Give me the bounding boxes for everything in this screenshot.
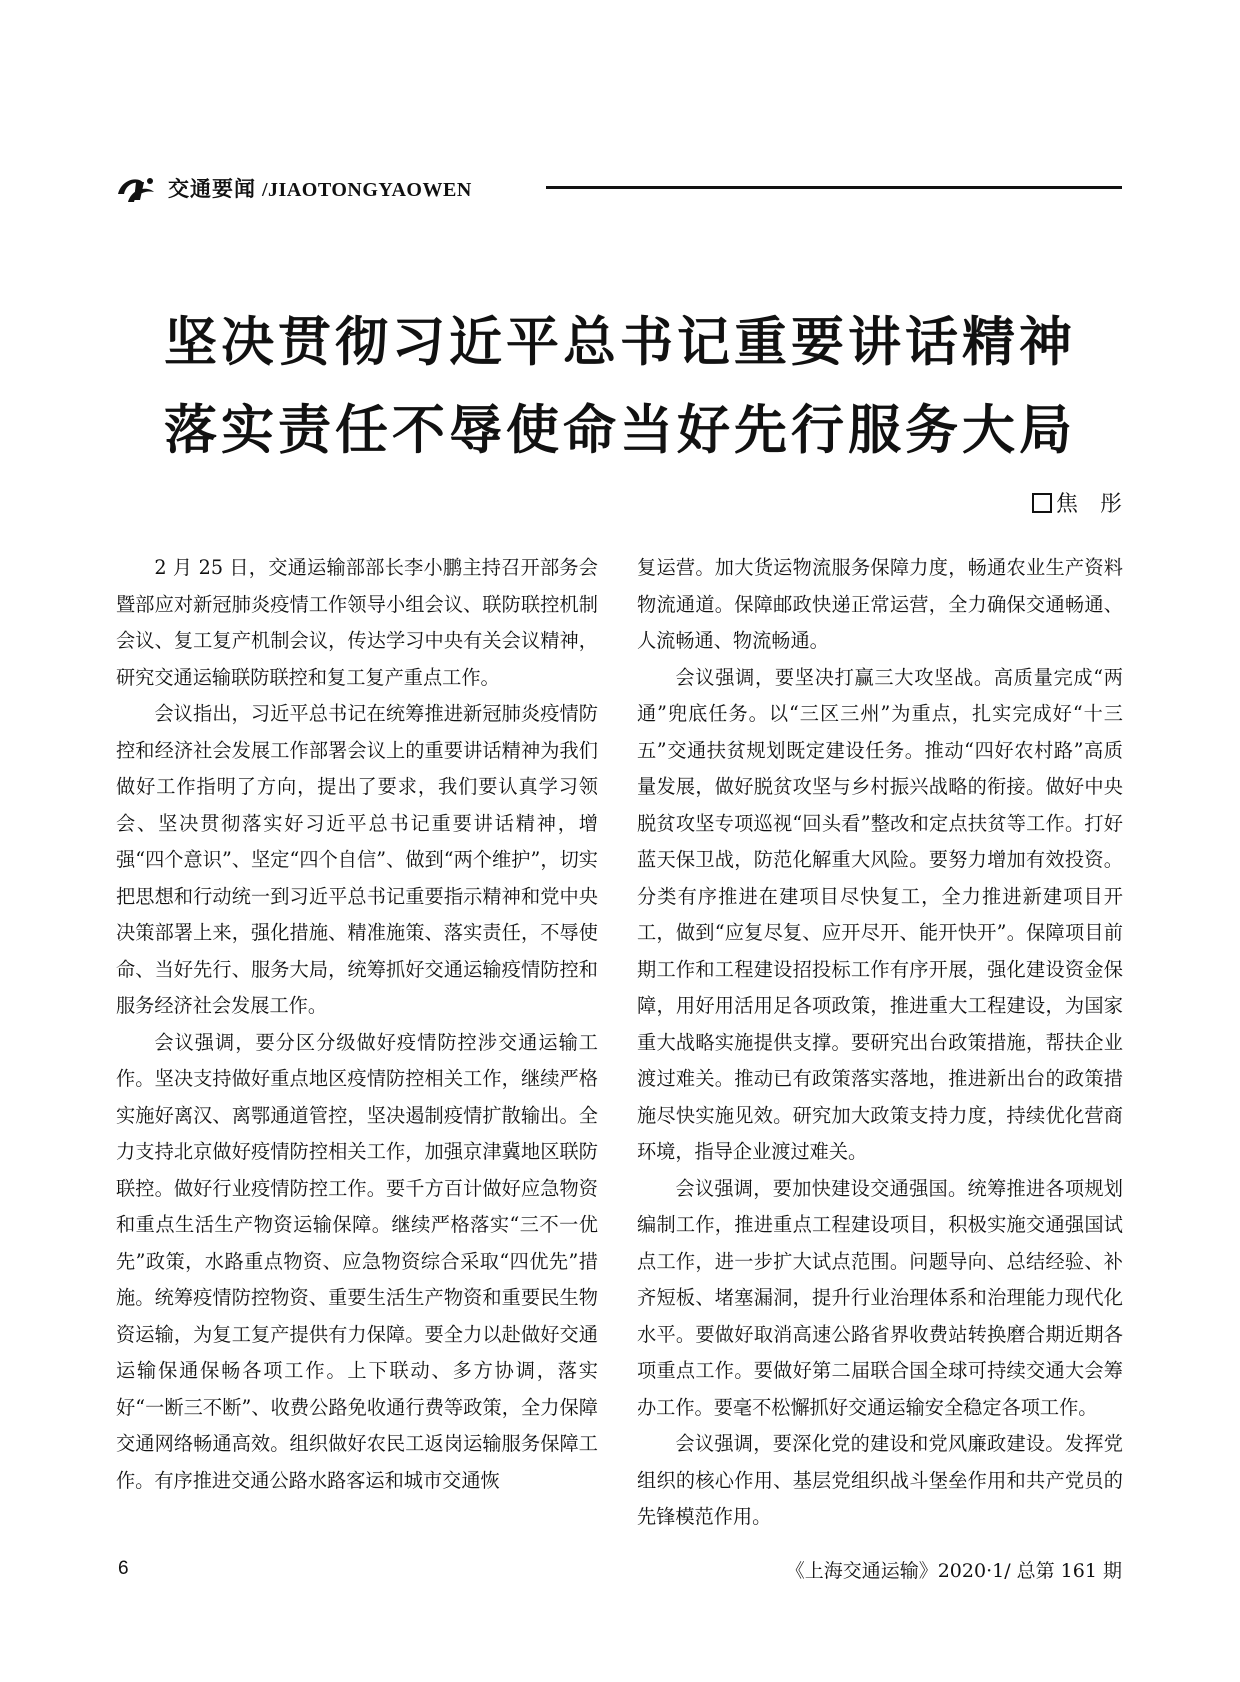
- journal-issue: 《上海交通运输》2020·1/ 总第 161 期: [785, 1560, 1122, 1582]
- section-title-en: /JIAOTONGYAOWEN: [262, 179, 472, 201]
- paragraph: 会议强调，要坚决打赢三大攻坚战。高质量完成“两通”兜底任务。以“三区三州”为重点，扎实完成好“十三五”交通扶贫规划既定建设任务。推动“四好农村路”高质量发展，做好脱贫攻坚与乡村振兴战略的衔接。做好中央脱贫攻坚专项巡视“回头看”整改和定点扶贫等工作。打好蓝天保卫战，防范化解重大风险。要努力增加有效投资。分类有序推进在建项目尽快复工，全力推进新建项目开工，做到“应复尽复、应开尽开、能开快开”。保障项目前期工作和工程建设招投标工作有序开展，强化建设资金保障，用好用活用足各项政策，推进重大工程建设，为国家重大战略实施提供支撑。要研究出台政策措施，帮扶企业渡过难关。推动已有政策落实落地，推进新出台的政策措施尽快实施见效。研究加大政策支持力度，持续优化营商环境，指导企业渡过难关。: [637, 665, 1123, 1163]
- section-title-cn: 交通要闻: [168, 176, 256, 201]
- left-column: [116, 550, 598, 1499]
- author-byline: [1032, 490, 1122, 520]
- author-name: 焦 彤: [1055, 492, 1122, 517]
- paragraph: 会议强调，要加快建设交通强国。统筹推进各项规划编制工作，推进重点工程建设项目，积极实施交通强国试点工作，进一步扩大试点范围。问题导向、总结经验、补齐短板、堵塞漏洞，提升行业治理体系和治理能力现代化水平。要做好取消高速公路省界收费站转换磨合期近期各项重点工作。要做好第二届联合国全球可持续交通大会筹办工作。要毫不松懈抓好交通运输安全稳定各项工作。: [637, 1176, 1123, 1419]
- byline-box-icon: [1032, 493, 1052, 513]
- header-rule: [546, 186, 1122, 189]
- paragraph: 会议强调，要分区分级做好疫情防控涉交通运输工作。坚决支持做好重点地区疫情防控相关工作，继续严格实施好离汉、离鄂通道管控，坚决遏制疫情扩散输出。全力支持北京做好疫情防控相关工作，加强京津冀地区联防联控。做好行业疫情防控工作。要千方百计做好应急物资和重点生活生产物资运输保障。继续严格落实“三不一优先”政策，水路重点物资、应急物资综合采取“四优先”措施。统筹疫情防控物资、重要生活生产物资和重要民生物资运输，为复工复产提供有力保障。要全力以赴做好交通运输保通保畅各项工作。上下联动、多方协调，落实好“一断三不断”、收费公路免收通行费等政策，全力保障交通网络畅通高效。组织做好农民工返岗运输服务保障工作。有序推进交通公路水路客运和城市交通恢: [116, 1030, 598, 1492]
- paragraph-continuation: 复运营。加大货运物流服务保障力度，畅通农业生产资料物流通道。保障邮政快递正常运营，全力确保交通畅通、人流畅通、物流畅通。: [637, 556, 1123, 652]
- paragraph: 2 月 25 日，交通运输部部长李小鹏主持召开部务会暨部应对新冠肺炎疫情工作领导小组会议、联防联控机制会议、复工复产机制会议，传达学习中央有关会议精神，研究交通运输联防联控和复工复产重点工作。: [116, 556, 598, 689]
- paragraph: 会议指出，习近平总书记在统筹推进新冠肺炎疫情防控和经济社会发展工作部署会议上的重要讲话精神为我们做好工作指明了方向，提出了要求，我们要认真学习领会、坚决贯彻落实好习近平总书记重要讲话精神，增强“四个意识”、坚定“四个自信”、做到“两个维护”，切实把思想和行动统一到习近平总书记重要指示精神和党中央决策部署上来，强化措施、精准施策、落实责任，不辱使命、当好先行、服务大局，统筹抓好交通运输疫情防控和服务经济社会发展工作。: [116, 702, 598, 1017]
- paragraph: 会议强调，要深化党的建设和党风廉政建设。发挥党组织的核心作用、基层党组织战斗堡垒作用和共产党员的先锋模范作用。: [637, 1432, 1123, 1528]
- article-title-line-1: 坚决贯彻习近平总书记重要讲话精神: [164, 311, 1076, 373]
- section-header: [114, 172, 1122, 208]
- right-column: [637, 550, 1123, 1536]
- page-number: 6: [118, 1558, 129, 1579]
- section-title: [168, 174, 472, 205]
- journal-logo-icon: [114, 172, 160, 208]
- article-title-line-2: 落实责任不辱使命当好先行服务大局: [164, 399, 1076, 461]
